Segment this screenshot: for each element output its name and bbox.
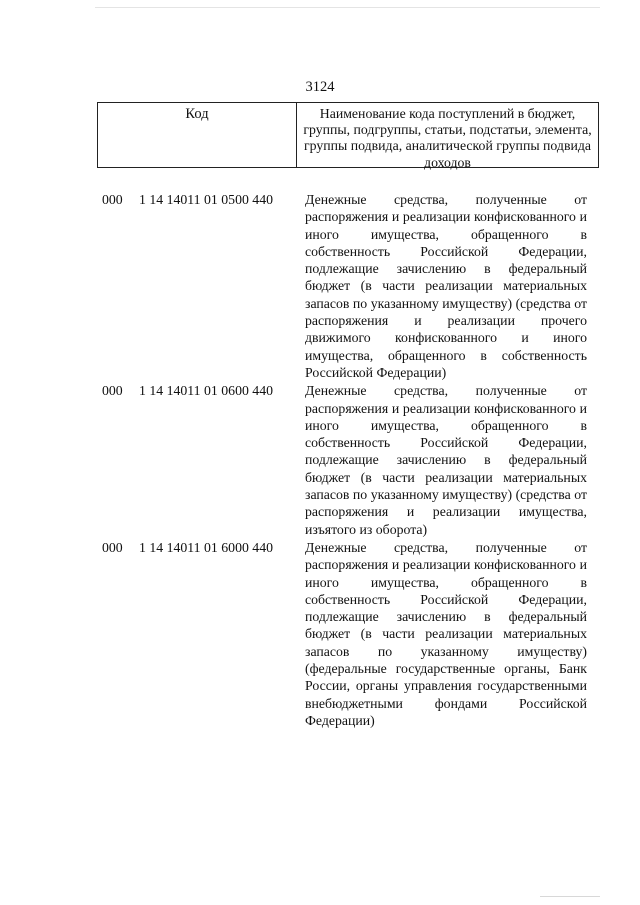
description-cell: Денежные средства, полученные от распоряжения и реализации конфискованного и иного имущества, обращенного в собственность Российской Федерации, подлежащие зачислению в федеральный бюджет (в части реализации материальных запасов по указанному имуществу) (федеральные государственные органы, Банк России, органы управления государственными внебюджетными фондами Российской Федерации) bbox=[305, 539, 587, 728]
admin-code-cell: 000 bbox=[102, 192, 123, 207]
table-header bbox=[97, 102, 599, 168]
budget-code-cell: 1 14 14011 01 6000 440 bbox=[139, 539, 274, 555]
budget-code-cell: 1 14 14011 01 0600 440 bbox=[139, 383, 274, 399]
header-code-column: Код bbox=[98, 103, 297, 167]
table-row bbox=[97, 539, 599, 729]
budget-code-cell: 1 14 14011 01 0500 440 bbox=[139, 192, 274, 207]
page-number: 3124 bbox=[305, 79, 335, 95]
admin-code-cell: 000 bbox=[102, 539, 123, 555]
admin-code-cell: 000 bbox=[102, 383, 123, 399]
footer-divider bbox=[540, 896, 600, 897]
table-body bbox=[97, 191, 599, 730]
table-row bbox=[97, 382, 599, 538]
table-row bbox=[97, 191, 599, 381]
description-cell: Денежные средства, полученные от распоряжения и реализации конфискованного и иного имущества, обращенного в собственность Российской Федерации, подлежащие зачислению в федеральный бюджет (в части реализации материальных запасов по указанному имуществу) (средства от распоряжения и реализации прочего движимого конфискованного и иного имущества, обращенного в собственность Российской Федерации) bbox=[305, 192, 587, 380]
description-cell: Денежные средства, полученные от распоряжения и реализации конфискованного и иного имущества, обращенного в собственность Российской Федерации, подлежащие зачислению в федеральный бюджет (в части реализации материальных запасов по указанному имуществу) (средства от распоряжения и реализации имущества, изъятого из оборота) bbox=[305, 383, 587, 537]
header-name-column: Наименование кода поступлений в бюджет, группы, подгруппы, статьи, подстатьи, элемента, группы подвида, аналитической группы подвида доходов bbox=[303, 106, 592, 170]
top-divider bbox=[95, 7, 600, 8]
